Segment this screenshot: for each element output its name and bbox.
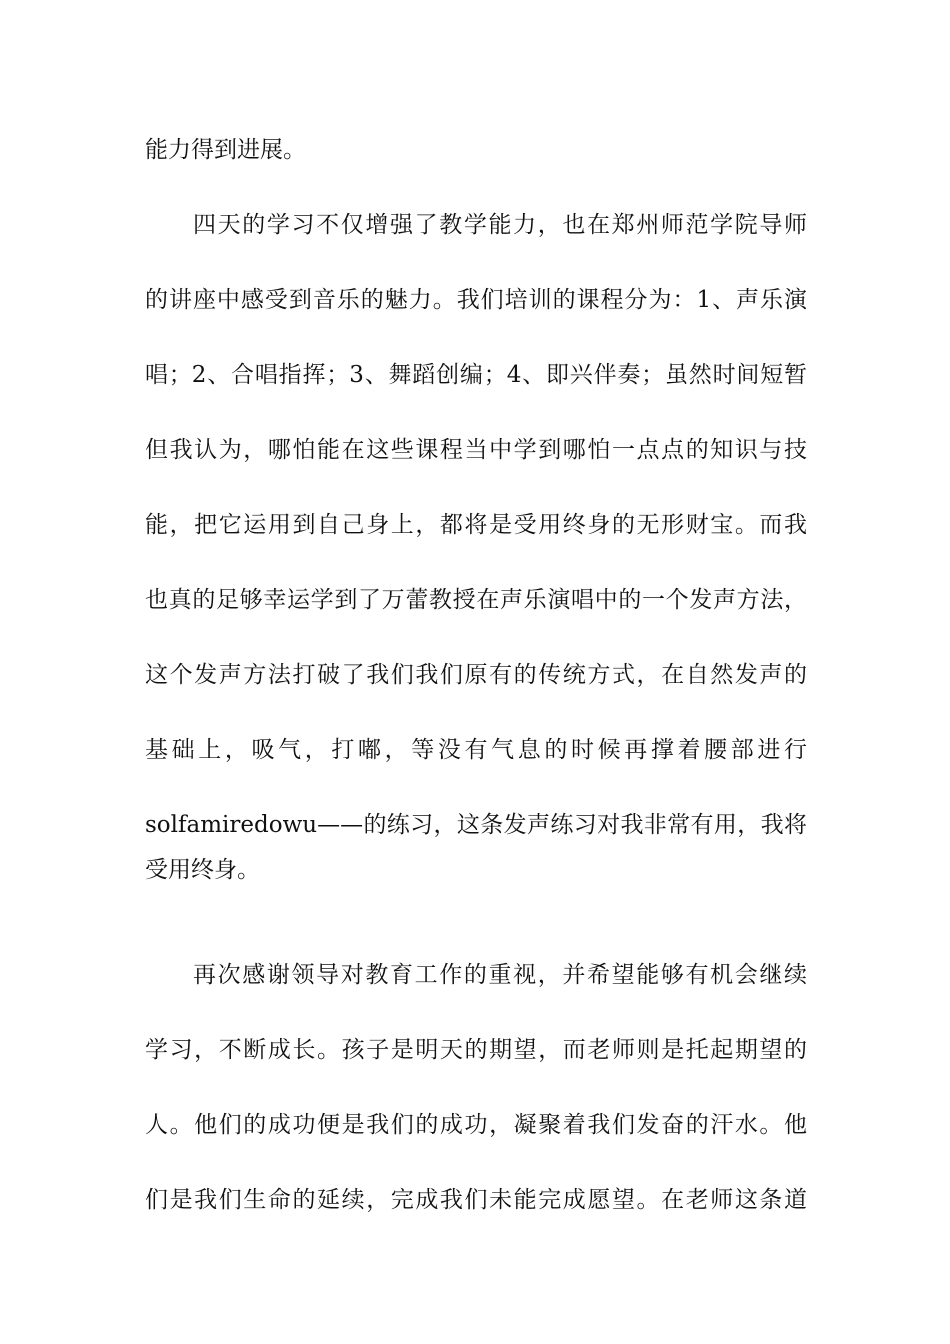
paragraph-line: 但我认为，哪怕能在这些课程当中学到哪怕一点点的知识与技 — [145, 437, 807, 463]
paragraph-line: 能，把它运用到自己身上，都将是受用终身的无形财宝。而我 — [145, 512, 807, 538]
paragraph-line: 们是我们生命的延续，完成我们未能完成愿望。在老师这条道 — [145, 1187, 807, 1213]
paragraph-line: 学习，不断成长。孩子是明天的期望，而老师则是托起期望的 — [145, 1037, 807, 1063]
paragraph-line: 的讲座中感受到音乐的魅力。我们培训的课程分为：1、声乐演 — [145, 287, 807, 313]
paragraph-line: 能力得到进展。 — [145, 137, 306, 163]
paragraph-line: 这个发声方法打破了我们我们原有的传统方式，在自然发声的 — [145, 662, 807, 688]
paragraph-line: solfamiredowu——的练习，这条发声练习对我非常有用，我将 — [145, 812, 807, 838]
paragraph-line: 再次感谢领导对教育工作的重视，并希望能够有机会继续 — [193, 962, 807, 988]
paragraph-line: 受用终身。 — [145, 857, 260, 883]
paragraph-line: 也真的足够幸运学到了万蕾教授在声乐演唱中的一个发声方法， — [145, 587, 807, 613]
paragraph-line: 唱；2、合唱指挥；3、舞蹈创编；4、即兴伴奏；虽然时间短暂 — [145, 362, 807, 388]
paragraph-line: 基础上，吸气，打嘟，等没有气息的时候再撑着腰部进行 — [145, 737, 807, 763]
paragraph-line: 四天的学习不仅增强了教学能力，也在郑州师范学院导师 — [193, 212, 807, 238]
paragraph-line: 人。他们的成功便是我们的成功，凝聚着我们发奋的汗水。他 — [145, 1112, 807, 1138]
